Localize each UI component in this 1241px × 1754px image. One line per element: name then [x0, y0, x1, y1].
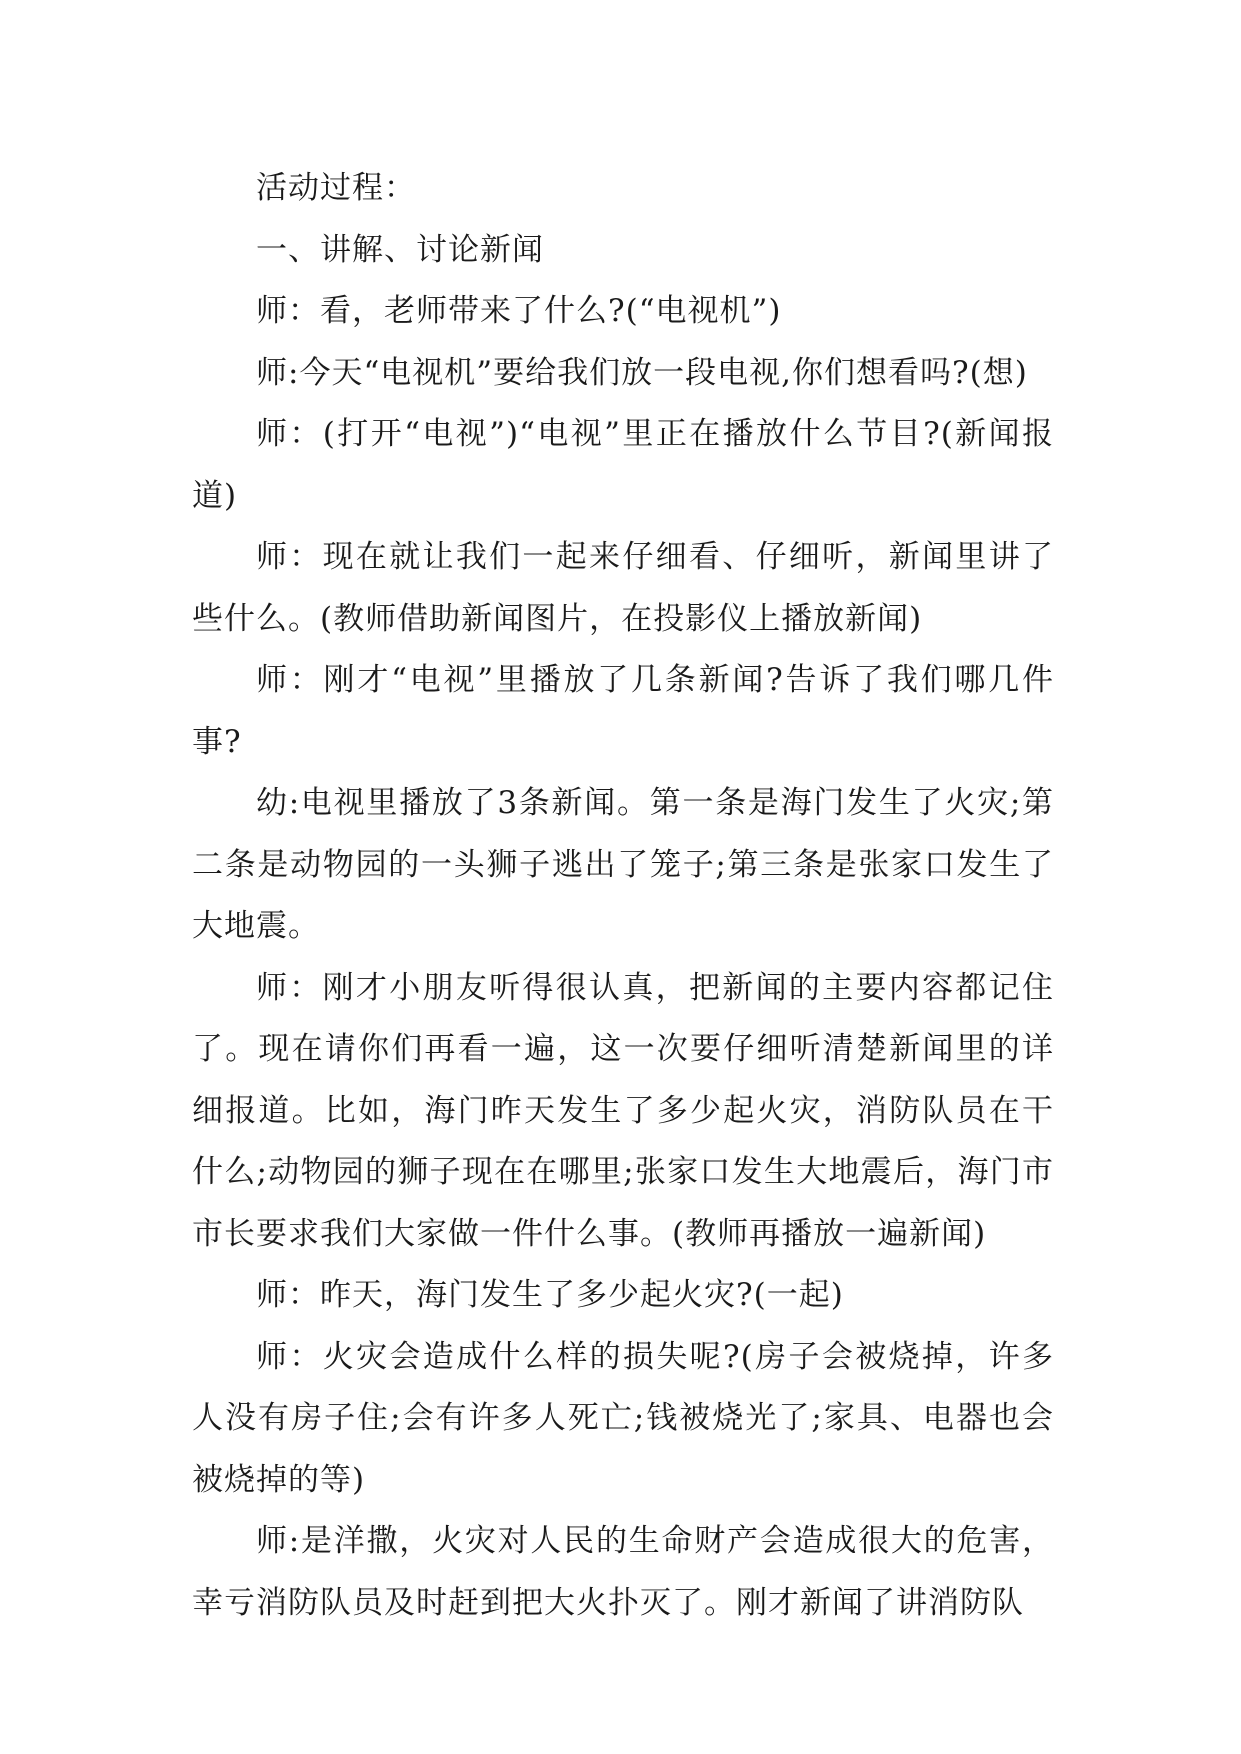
document-body	[192, 158, 1054, 1634]
paragraph-dialogue: 师：刚才小朋友听得很认真，把新闻的主要内容都记住了。现在请你们再看一遍，这一次要仔细听清楚新闻里的详细报道。比如，海门昨天发生了多少起火灾，消防队员在干什么;动物园的狮子现在在哪里;张家口发生大地震后，海门市市长要求我们大家做一件什么事。(教师再播放一遍新闻)	[192, 969, 1054, 1252]
paragraph-dialogue: 师：看，老师带来了什么?(“电视机”)	[256, 293, 782, 329]
paragraph-dialogue: 师:是洋撒，火灾对人民的生命财产会造成很大的危害，幸亏消防队员及时赶到把大火扑灭了。刚才新闻了讲消防队	[192, 1523, 1054, 1621]
paragraph-dialogue: 师：刚才“电视”里播放了几条新闻?告诉了我们哪几件事?	[192, 662, 1054, 760]
paragraph-dialogue: 师：火灾会造成什么样的损失呢?(房子会被烧掉，许多人没有房子住;会有许多人死亡;钱被烧光了;家具、电器也会被烧掉的等)	[192, 1338, 1054, 1498]
paragraph-section-heading: 一、讲解、讨论新闻	[256, 231, 544, 268]
paragraph-child-answer: 幼:电视里播放了3条新闻。第一条是海门发生了火灾;第二条是动物园的一头狮子逃出了笼子;第三条是张家口发生了大地震。	[192, 785, 1054, 944]
paragraph-dialogue: 师：现在就让我们一起来仔细看、仔细听，新闻里讲了些什么。(教师借助新闻图片，在投影仪上播放新闻)	[192, 539, 1054, 637]
paragraph-dialogue: 师：(打开“电视”)“电视”里正在播放什么节目?(新闻报道)	[192, 416, 1054, 514]
paragraph-activity-process: 活动过程：	[256, 170, 416, 206]
paragraph-dialogue: 师：昨天，海门发生了多少起火灾?(一起)	[256, 1277, 844, 1313]
paragraph-dialogue: 师:今天“电视机”要给我们放一段电视,你们想看吗?(想)	[256, 354, 1028, 391]
